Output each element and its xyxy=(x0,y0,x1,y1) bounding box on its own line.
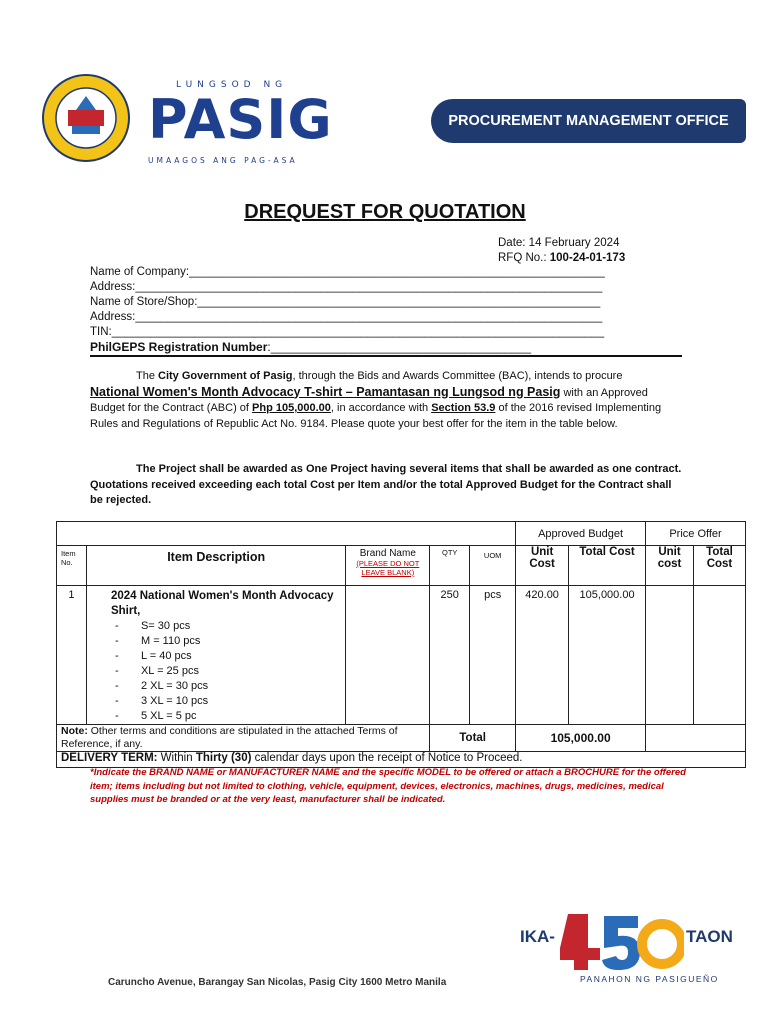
col-total-cost: Total Cost xyxy=(569,546,646,586)
date-line: Date: 14 February 2024 xyxy=(498,237,620,249)
tin-field[interactable]: TIN:_____________________________________________________________________________ xyxy=(90,326,605,338)
project-name: National Women's Month Advocacy T-shirt – Pamantasan ng Lungsod ng Pasig xyxy=(90,384,561,399)
abc-amount: Php 105,000.00 xyxy=(252,402,331,414)
philgeps-blank: :_______________________________________ xyxy=(267,340,531,354)
offer-unit-cost-cell[interactable] xyxy=(646,586,694,725)
footer-address: Caruncho Avenue, Barangay San Nicolas, Pasig City 1600 Metro Manila xyxy=(108,977,447,988)
note-label: Note: xyxy=(61,725,88,737)
rfq-number: 100-24-01-173 xyxy=(549,252,626,264)
document-title: DREQUEST FOR QUOTATION xyxy=(244,201,526,223)
list-item: - L = 40 pcs xyxy=(114,650,192,662)
price-offer-header: Price Offer xyxy=(646,522,746,546)
brand-name-label: Brand Name xyxy=(359,548,416,559)
intro-text-3: with an Approved Budget for the Contract (ABC) of xyxy=(90,386,648,414)
intro-text-4: , in accordance with xyxy=(330,402,432,414)
rfq-number-line xyxy=(498,252,625,264)
note-cell xyxy=(57,725,430,752)
list-item: - 2 XL = 30 pcs xyxy=(114,680,209,692)
intro-text-1: The xyxy=(136,370,159,382)
brand-instruction-note: *Indicate the BRAND NAME or MANUFACTURER NAME and the specific MODEL to be offered or attach a BROCHURE for the offered item; items including but not limited to clothing, vehicle, equipment, devices, electronics, machines, drugs, medicines, medical supplies must be branded or at the very least, manufacturer shall be indicated. xyxy=(90,767,686,805)
store-address-field[interactable]: Address:_________________________________________________________________________ xyxy=(90,311,603,323)
city-motto: UMAAGOS ANG PAG-ASA xyxy=(148,156,298,165)
anniversary-ika: IKA- xyxy=(520,927,555,946)
brand-note: (PLEASE DO NOT LEAVE BLANK) xyxy=(356,559,420,577)
delivery-label: DELIVERY TERM: xyxy=(61,752,158,764)
intro-paragraph xyxy=(90,369,682,432)
intro-text-5: of the 2016 revised Implementing Rules and Regulations of Republic Act No. 9184. Please quote your best offer for the item in the table below. xyxy=(90,402,662,430)
col-uom: UOM xyxy=(470,546,516,586)
delivery-text-2: calendar days upon the receipt of Notice to Proceed. xyxy=(251,752,523,764)
section-reference: Section 53.9 xyxy=(431,402,496,414)
city-government: City Government of Pasig xyxy=(158,370,293,382)
anniversary-taon: TAON xyxy=(686,927,733,946)
list-item: - 3 XL = 10 pcs xyxy=(114,695,209,707)
city-logo-wordmark: PASIG xyxy=(148,88,333,151)
delivery-text-1: Within xyxy=(157,752,196,764)
table-row xyxy=(57,586,746,725)
store-name-field[interactable]: Name of Store/Shop:_______________________________________________________________ xyxy=(90,296,601,308)
divider xyxy=(90,355,682,357)
item-total-cost: 105,000.00 xyxy=(569,586,646,725)
philgeps-field[interactable] xyxy=(90,340,531,354)
anniversary-450-logo xyxy=(560,908,684,972)
office-banner xyxy=(431,99,746,143)
philgeps-label: PhilGEPS Registration Number xyxy=(90,340,268,354)
city-seal-logo xyxy=(42,74,130,162)
col-unit-cost-offer: Unit cost xyxy=(646,546,694,586)
item-description xyxy=(86,586,345,725)
size-list xyxy=(111,619,341,724)
address-field[interactable]: Address:_________________________________________________________________________ xyxy=(90,281,603,293)
approved-budget-header: Approved Budget xyxy=(516,522,646,546)
offer-grand-total-cell[interactable] xyxy=(646,725,746,752)
list-item: - XL = 25 pcs xyxy=(114,665,199,677)
col-item-no: Item No. xyxy=(57,546,87,586)
list-item: - M = 110 pcs xyxy=(114,635,201,647)
brand-input-cell[interactable] xyxy=(346,586,430,725)
col-total-cost-offer: Total Cost xyxy=(693,546,745,586)
col-brand xyxy=(346,546,430,586)
company-name-field[interactable]: Name of Company:_________________________________________________________________ xyxy=(90,266,605,278)
delivery-days: Thirty (30) xyxy=(195,752,252,764)
total-label: Total xyxy=(430,725,516,752)
grand-total: 105,000.00 xyxy=(516,725,646,752)
anniversary-tagline: PANAHON NG PASIGUEÑO xyxy=(580,974,719,984)
item-unit-cost: 420.00 xyxy=(516,586,569,725)
quotation-table xyxy=(56,521,746,768)
office-name: PROCUREMENT MANAGEMENT OFFICE xyxy=(448,113,729,129)
award-note: The Project shall be awarded as One Project having several items that shall be awarded as one contract. Quotations received exceeding each total Cost per Item and/or the total Approved Budget for the Contract shall be rejected. xyxy=(90,463,682,506)
city-label-small: LUNGSOD NG xyxy=(176,80,288,90)
item-title: 2024 National Women's Month Advocacy Shirt, xyxy=(110,590,334,617)
col-item-description: Item Description xyxy=(86,546,345,586)
rfq-label: RFQ No.: xyxy=(498,252,550,264)
list-item: - S= 30 pcs xyxy=(114,620,191,632)
offer-total-cost-cell[interactable] xyxy=(693,586,745,725)
note-text: Other terms and conditions are stipulated in the attached Terms of Reference, if any. xyxy=(61,725,398,750)
col-unit-cost: Unit Cost xyxy=(516,546,569,586)
list-item: - 5 XL = 5 pc xyxy=(114,710,197,722)
intro-text-2: , through the Bids and Awards Committee (BAC), intends to procure xyxy=(292,370,623,382)
item-uom: pcs xyxy=(470,586,516,725)
item-no: 1 xyxy=(57,586,87,725)
item-qty: 250 xyxy=(430,586,470,725)
col-qty: QTY xyxy=(430,546,470,586)
